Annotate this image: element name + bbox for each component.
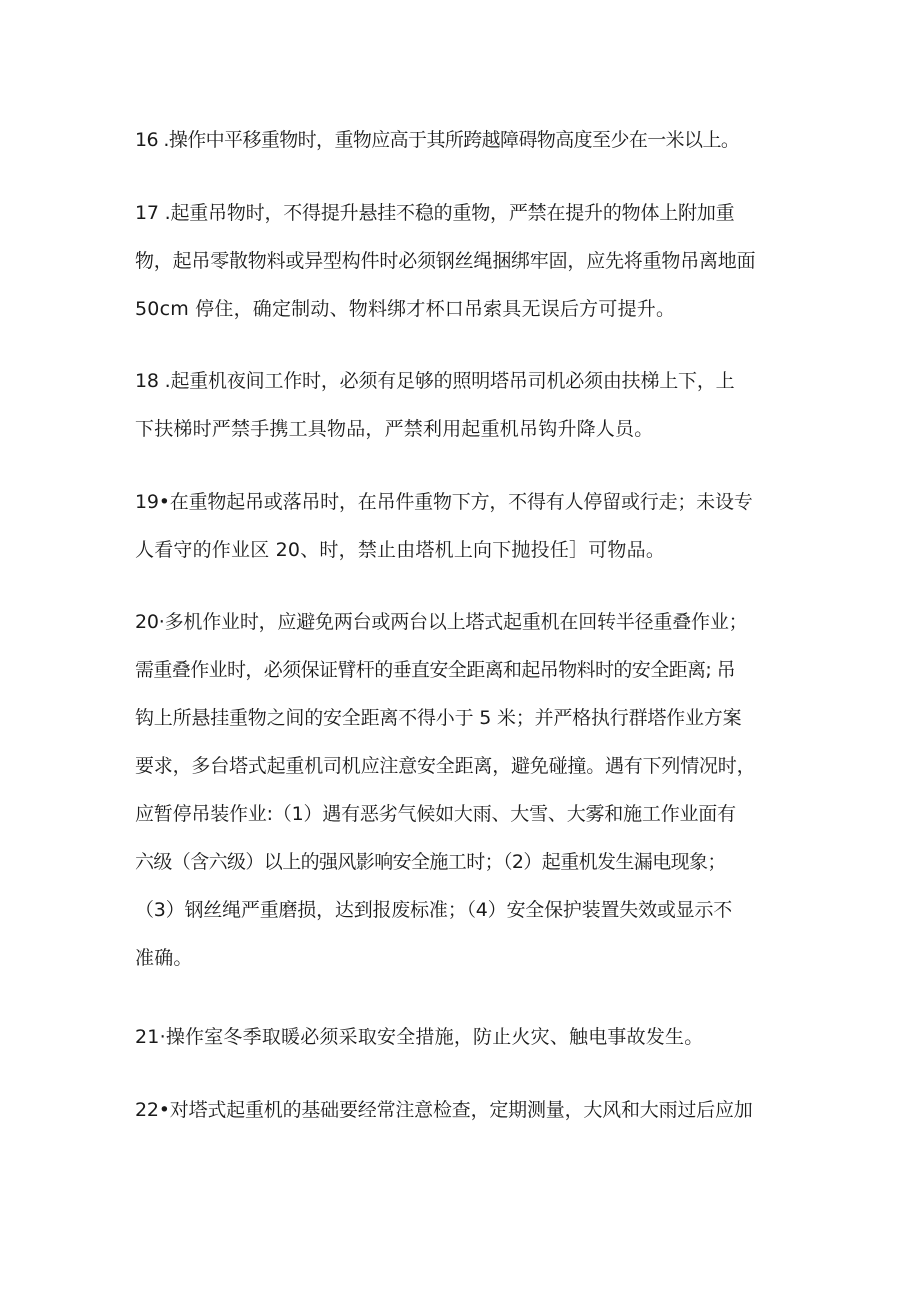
paragraph-17 bbox=[135, 189, 795, 333]
paragraph-line: 物，起吊零散物料或异型构件时必须钢丝绳捆绑牢固，应先将重物吊离地面 bbox=[135, 250, 756, 272]
paragraph-20 bbox=[135, 598, 795, 982]
paragraph-line: 22•对塔式起重机的基础要经常注意检查，定期测量，大风和大雨过后应加 bbox=[135, 1099, 753, 1121]
paragraph-line: 应暂停吊装作业:（1）遇有恶劣气候如大雨、大雪、大雾和施工作业面有 bbox=[135, 803, 736, 825]
paragraph-22 bbox=[135, 1086, 795, 1134]
paragraph-line: 钩上所悬挂重物之间的安全距离不得小于 5 米；并严格执行群塔作业方案 bbox=[135, 707, 742, 729]
paragraph-line: 下扶梯时严禁手携工具物品，严禁利用起重机吊钩升降人员。 bbox=[135, 418, 654, 440]
paragraph-line: 需重叠作业时，必须保证臂杆的垂直安全距离和起吊物料时的安全距离; 吊 bbox=[135, 659, 736, 681]
paragraph-line: 16 .操作中平移重物时，重物应高于其所跨越障碍物高度至少在一米以上。 bbox=[135, 129, 740, 151]
paragraph-line: 21·操作室冬季取暖必须采取安全措施，防止火灾、触电事故发生。 bbox=[135, 1026, 704, 1048]
paragraph-18 bbox=[135, 357, 795, 453]
paragraph-21 bbox=[135, 1013, 795, 1061]
paragraph-line: 50cm 停住，确定制动、物料绑才杯口吊索具无误后方可提升。 bbox=[135, 298, 676, 320]
paragraph-line: 要求，多台塔式起重机司机应注意安全距离，避免碰撞。遇有下列情况时， bbox=[135, 755, 756, 777]
paragraph-line: 20·多机作业时，应避免两台或两台以上塔式起重机在回转半径重叠作业； bbox=[135, 611, 748, 633]
paragraph-line: 六级（含六级）以上的强风影响安全施工时；（2）起重机发生漏电现象； bbox=[135, 851, 726, 873]
paragraph-line: 准确。 bbox=[135, 947, 193, 969]
paragraph-line: 18 .起重机夜间工作时，必须有足够的照明塔吊司机必须由扶梯上下，上 bbox=[135, 370, 735, 392]
paragraph-line: 人看守的作业区 20、时，禁止由塔机上向下抛投任］可物品。 bbox=[135, 539, 666, 561]
paragraph-line: （3）钢丝绳严重磨损，达到报废标准；（4）安全保护装置失效或显示不 bbox=[135, 899, 733, 921]
paragraph-16 bbox=[135, 116, 795, 164]
paragraph-19 bbox=[135, 478, 795, 574]
paragraph-line: 19•在重物起吊或落吊时，在吊件重物下方，不得有人停留或行走；未设专 bbox=[135, 491, 753, 513]
paragraph-line: 17 .起重吊物时，不得提升悬挂不稳的重物，严禁在提升的物体上附加重 bbox=[135, 202, 735, 224]
